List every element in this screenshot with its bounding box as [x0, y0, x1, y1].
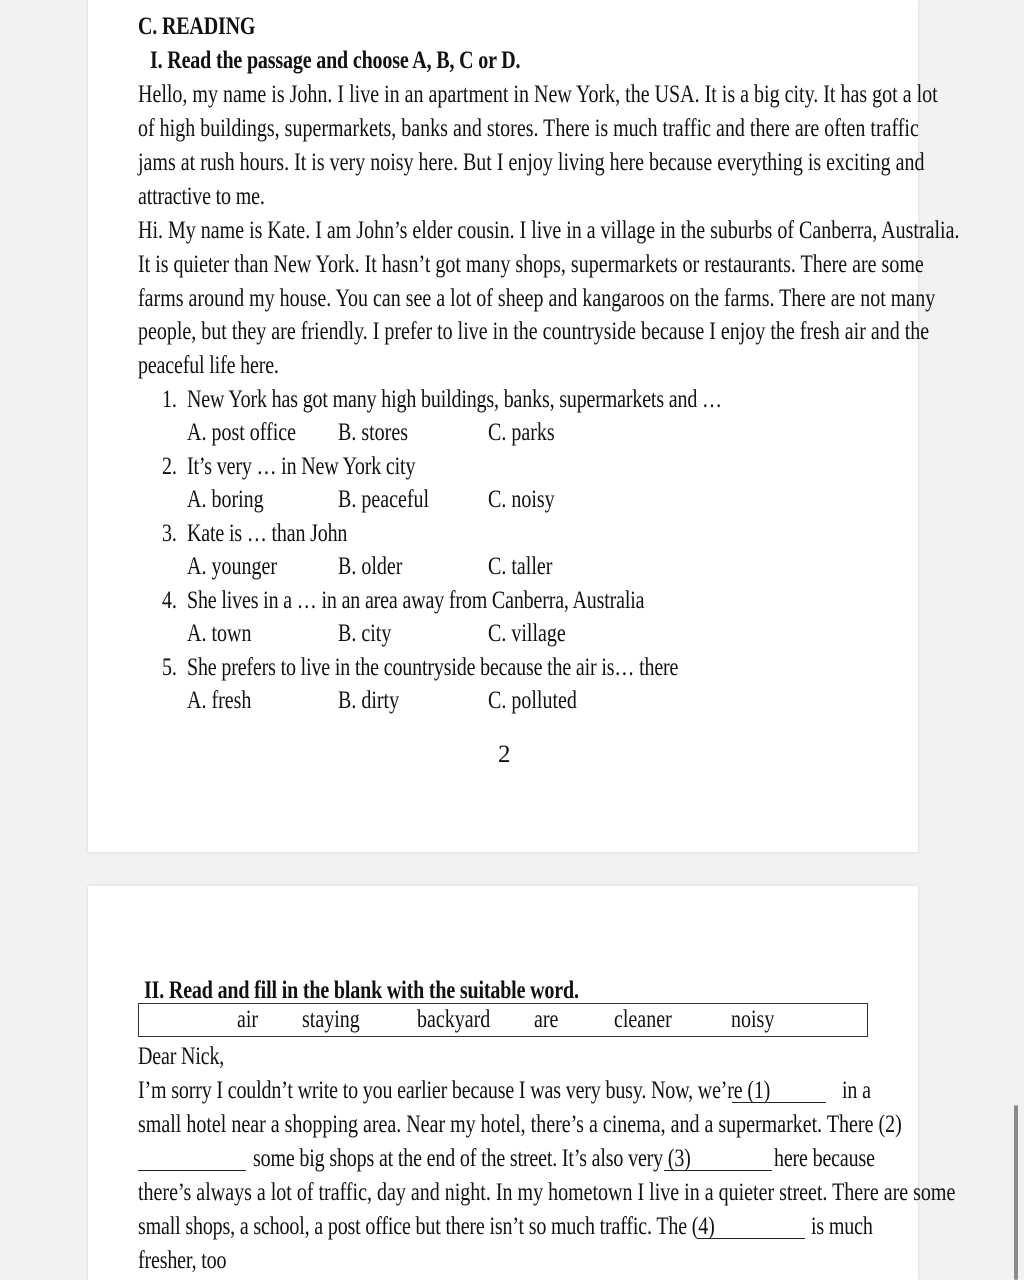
passage-line: Hi. My name is Kate. I am John’s elder cousin. I live in a village in the suburbs of Canberra, Australia.	[138, 217, 960, 244]
question-text: She lives in a … in an area away from Canberra, Australia	[187, 587, 645, 614]
question-text: New York has got many high buildings, banks, supermarkets and …	[187, 386, 722, 413]
letter-line: small shops, a school, a post office but there isn’t so much traffic. The (4)	[138, 1213, 715, 1240]
section-heading: C. READING	[138, 13, 256, 40]
letter-line: some big shops at the end of the street. It’s also very (3)	[253, 1145, 691, 1172]
word-box-item: are	[534, 1006, 559, 1033]
document-page-2	[88, 886, 956, 1280]
word-box-item: air	[237, 1006, 259, 1033]
passage-line: peaceful life here.	[138, 352, 279, 379]
letter-line: I’m sorry I couldn’t write to you earlier because I was very busy. Now, we’re (1)	[138, 1077, 771, 1104]
option-b: B. peaceful	[338, 486, 430, 513]
option-c: C. polluted	[488, 687, 577, 714]
question-number: 4.	[162, 587, 177, 614]
passage-line: jams at rush hours. It is very noisy here. But I enjoy living here because everything is exciting and	[138, 149, 925, 176]
blank-4[interactable]	[697, 1216, 805, 1239]
word-box-item: staying	[302, 1006, 360, 1033]
blank-2[interactable]	[138, 1148, 246, 1171]
passage-line: attractive to me.	[138, 183, 265, 210]
letter-line: there’s always a lot of traffic, day and night. In my hometown I live in a quieter street. There are some	[138, 1179, 956, 1206]
letter-greeting: Dear Nick,	[138, 1043, 225, 1070]
part1-heading: I. Read the passage and choose A, B, C or D.	[150, 47, 521, 74]
letter-line: here because	[774, 1145, 875, 1172]
letter-line: fresher, too	[138, 1247, 227, 1274]
question-number: 2.	[162, 453, 177, 480]
passage-line: people, but they are friendly. I prefer to live in the countryside because I enjoy the fresh air and the	[138, 318, 930, 345]
option-b: B. stores	[338, 419, 408, 446]
option-b: B. dirty	[338, 687, 400, 714]
vertical-scrollbar[interactable]	[1014, 1105, 1018, 1280]
part2-heading: II. Read and fill in the blank with the suitable word.	[144, 977, 579, 1004]
question-number: 5.	[162, 654, 177, 681]
passage-line: farms around my house. You can see a lot of sheep and kangaroos on the farms. There are not many	[138, 285, 936, 312]
word-box	[138, 1003, 868, 1037]
option-c: C. parks	[488, 419, 555, 446]
question-number: 1.	[162, 386, 177, 413]
question-number: 3.	[162, 520, 177, 547]
blank-1[interactable]	[732, 1080, 826, 1103]
passage-line: of high buildings, supermarkets, banks and stores. There is much traffic and there are often traffic	[138, 115, 919, 142]
question-text: She prefers to live in the countryside because the air is… there	[187, 654, 679, 681]
option-c: C. noisy	[488, 486, 555, 513]
option-a: A. town	[187, 620, 252, 647]
passage-line: It is quieter than New York. It hasn’t got many shops, supermarkets or restaurants. There are some	[138, 251, 924, 278]
word-box-item: backyard	[417, 1006, 491, 1033]
question-text: Kate is … than John	[187, 520, 348, 547]
letter-line: is much	[811, 1213, 873, 1240]
option-a: A. younger	[187, 553, 277, 580]
word-box-item: cleaner	[614, 1006, 672, 1033]
option-c: C. taller	[488, 553, 553, 580]
letter-line: small hotel near a shopping area. Near my hotel, there’s a cinema, and a supermarket. There (2)	[138, 1111, 902, 1138]
letter-line: in a	[842, 1077, 871, 1104]
blank-3[interactable]	[664, 1148, 772, 1171]
page-number: 2	[498, 741, 511, 768]
option-c: C. village	[488, 620, 566, 647]
option-b: B. city	[338, 620, 392, 647]
option-b: B. older	[338, 553, 403, 580]
document-page-1	[88, 0, 960, 852]
option-a: A. fresh	[187, 687, 252, 714]
passage-line: Hello, my name is John. I live in an apartment in New York, the USA. It is a big city. It has got a lot	[138, 81, 938, 108]
question-text: It’s very … in New York city	[187, 453, 416, 480]
option-a: A. boring	[187, 486, 264, 513]
option-a: A. post office	[187, 419, 297, 446]
word-box-item: noisy	[731, 1006, 775, 1033]
